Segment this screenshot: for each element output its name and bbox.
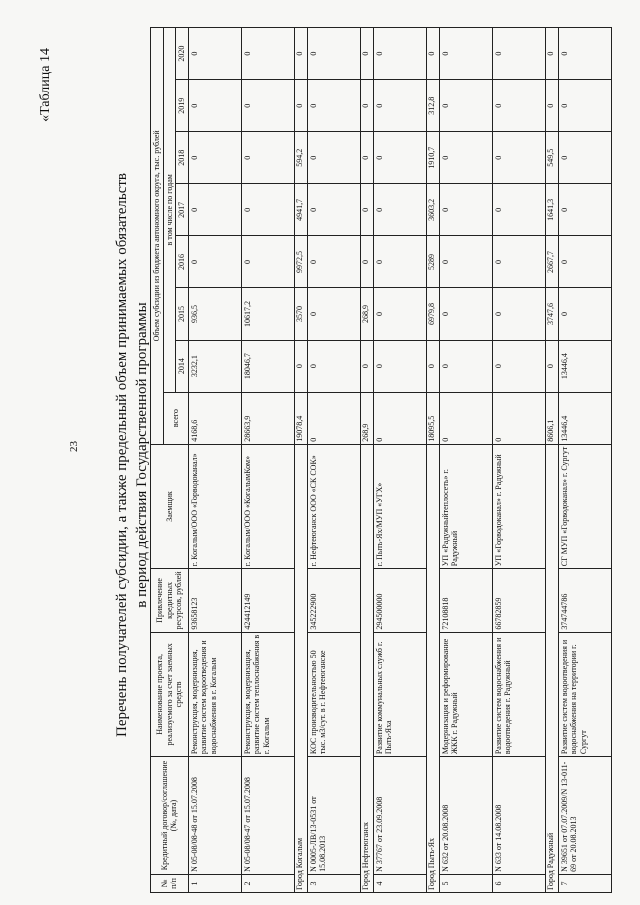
year-value-cell: 0 <box>439 184 492 236</box>
header-contract: Кредитный договор/соглашение (№, дата) <box>151 757 189 875</box>
year-value-cell: 0 <box>439 340 492 392</box>
row-num: 2 <box>241 874 294 892</box>
year-value-cell: 0 <box>373 288 426 340</box>
group-year-value-cell: 0 <box>545 28 558 80</box>
group-total-cell: 19078,4 <box>294 392 307 444</box>
contract-cell: N 39651 от 07.07.2009/N 13-011-69 от 20.08.2013 <box>558 757 611 875</box>
group-year-value-cell: 0 <box>360 236 373 288</box>
group-row <box>426 28 439 893</box>
group-total-cell: 268,9 <box>360 392 373 444</box>
header-borrower: Заемщик <box>151 444 189 569</box>
year-value-cell: 0 <box>439 288 492 340</box>
year-value-cell: 0 <box>492 28 545 80</box>
title-line-1: Перечень получателей субсидии, а также предельный объем принимаемых обязательств <box>114 173 130 738</box>
project-cell: Развитие коммунальных служб г. Пыть-Яха <box>373 632 426 757</box>
year-value-cell: 0 <box>439 236 492 288</box>
attracted-cell: 72108818 <box>439 569 492 632</box>
group-year-value-cell: 0 <box>294 28 307 80</box>
year-value-cell: 0 <box>492 236 545 288</box>
group-year-value-cell: 0 <box>360 80 373 132</box>
year-value-cell: 0 <box>373 340 426 392</box>
year-value-cell: 0 <box>307 288 360 340</box>
year-value-cell: 0 <box>307 28 360 80</box>
group-title: Город Нефтеюганск <box>360 444 373 892</box>
year-value-cell: 0 <box>188 80 241 132</box>
group-title: Город Пыть-Ях <box>426 444 439 892</box>
year-value-cell: 0 <box>307 236 360 288</box>
header-by-years: в том числе по годам <box>163 28 176 393</box>
group-year-value-cell: 0 <box>545 80 558 132</box>
year-value-cell: 0 <box>307 132 360 184</box>
total-cell: 0 <box>439 392 492 444</box>
borrower-cell: г. Когалым/ООО «КогалымКом» <box>241 444 294 569</box>
year-value-cell: 0 <box>439 132 492 184</box>
project-cell: Реконструкция, модернизация, развитие систем теплоснабжения в г. Когалым <box>241 632 294 757</box>
header-total: всего <box>163 392 188 444</box>
group-year-value-cell: 3747,6 <box>545 288 558 340</box>
group-row <box>294 28 307 893</box>
group-year-value-cell: 3603,2 <box>426 184 439 236</box>
header-year-2016: 2016 <box>176 236 189 288</box>
header-num: № п/п <box>151 874 189 892</box>
attracted-cell: 93658123 <box>188 569 241 632</box>
table-row <box>373 28 426 893</box>
contract-cell: N 37767 от 23.09.2008 <box>373 757 426 875</box>
table-row <box>188 28 241 893</box>
group-year-value-cell: 0 <box>360 340 373 392</box>
year-value-cell: 0 <box>558 132 611 184</box>
table-number: «Таблица 14 <box>38 48 53 122</box>
year-value-cell: 13446,4 <box>558 340 611 392</box>
group-year-value-cell: 268,9 <box>360 288 373 340</box>
group-year-value-cell: 0 <box>360 132 373 184</box>
header-year-2015: 2015 <box>176 288 189 340</box>
header-project: Наименование проекта, реализуемого за счет заемных средств <box>151 632 189 757</box>
contract-cell: N 05-08/08-47 от 15.07.2008 <box>241 757 294 875</box>
table-row <box>307 28 360 893</box>
total-cell: 0 <box>373 392 426 444</box>
group-year-value-cell: 0 <box>294 80 307 132</box>
group-year-value-cell: 0 <box>360 28 373 80</box>
header-attracted: Привлечение кредитных ресурсов, рублей <box>151 569 189 632</box>
group-year-value-cell: 5289 <box>426 236 439 288</box>
table-row <box>439 28 492 893</box>
year-value-cell: 18046,7 <box>241 340 294 392</box>
table-row <box>492 28 545 893</box>
project-cell: КОС производительностью 50 тыс. м3/сут. в г. Нефтеюганске <box>307 632 360 757</box>
group-year-value-cell: 0 <box>545 340 558 392</box>
group-year-value-cell: 1910,7 <box>426 132 439 184</box>
header-year-2018: 2018 <box>176 132 189 184</box>
group-title: Город Радужный <box>545 444 558 892</box>
year-value-cell: 0 <box>241 184 294 236</box>
year-value-cell: 0 <box>307 340 360 392</box>
year-value-cell: 0 <box>558 236 611 288</box>
group-year-value-cell: 0 <box>294 340 307 392</box>
year-value-cell: 0 <box>492 132 545 184</box>
project-cell: Реконструкция, модернизация, развитие систем водоотведения и водоснабжения в г. Когалым <box>188 632 241 757</box>
subsidy-table <box>150 27 612 893</box>
year-value-cell: 0 <box>188 236 241 288</box>
document-title <box>112 135 152 775</box>
project-cell: Модернизация и реформирование ЖКК г. Радужный <box>439 632 492 757</box>
header-year-2019: 2019 <box>176 80 189 132</box>
year-value-cell: 0 <box>307 184 360 236</box>
attracted-cell: 66782859 <box>492 569 545 632</box>
group-year-value-cell: 549,5 <box>545 132 558 184</box>
project-cell: Развитие систем водоснабжения и водоотведения г. Радужный <box>492 632 545 757</box>
year-value-cell: 0 <box>373 184 426 236</box>
year-value-cell: 0 <box>373 28 426 80</box>
attracted-cell: 424412149 <box>241 569 294 632</box>
group-total-cell: 18095,5 <box>426 392 439 444</box>
borrower-cell: г. Пыть-Ях/МУП «УГХ» <box>373 444 426 569</box>
year-value-cell: 0 <box>558 28 611 80</box>
row-num: 6 <box>492 874 545 892</box>
year-value-cell: 0 <box>492 288 545 340</box>
total-cell: 0 <box>307 392 360 444</box>
year-value-cell: 0 <box>558 80 611 132</box>
group-year-value-cell: 0 <box>426 340 439 392</box>
year-value-cell: 0 <box>492 340 545 392</box>
borrower-cell: СГ МУП «Горводоканал» г. Сургут <box>558 444 611 569</box>
group-year-value-cell: 2667,7 <box>545 236 558 288</box>
row-num: 1 <box>188 874 241 892</box>
row-num: 5 <box>439 874 492 892</box>
attracted-cell: 374744786 <box>558 569 611 632</box>
year-value-cell: 0 <box>373 132 426 184</box>
group-year-value-cell: 594,2 <box>294 132 307 184</box>
contract-cell: N 633 от 14.08.2008 <box>492 757 545 875</box>
group-year-value-cell: 3570 <box>294 288 307 340</box>
title-line-2: в период действия Государственной программы <box>134 302 150 608</box>
group-year-value-cell: 1641,3 <box>545 184 558 236</box>
year-value-cell: 0 <box>439 28 492 80</box>
year-value-cell: 3232,1 <box>188 340 241 392</box>
borrower-cell: г. Нефтеюганск ООО «СК СОК» <box>307 444 360 569</box>
group-year-value-cell: 6979,8 <box>426 288 439 340</box>
contract-cell: N 632 от 20.08.2008 <box>439 757 492 875</box>
year-value-cell: 0 <box>241 132 294 184</box>
year-value-cell: 0 <box>188 132 241 184</box>
attracted-cell: 345222900 <box>307 569 360 632</box>
year-value-cell: 0 <box>241 236 294 288</box>
project-cell: Развитие систем водоотведения и водоснабжения на территории г. Сургут <box>558 632 611 757</box>
borrower-cell: г. Когалым/ООО «Горводоканал» <box>188 444 241 569</box>
year-value-cell: 0 <box>373 236 426 288</box>
year-value-cell: 0 <box>307 80 360 132</box>
group-year-value-cell: 4941,7 <box>294 184 307 236</box>
year-value-cell: 0 <box>188 28 241 80</box>
header-year-2020: 2020 <box>176 28 189 80</box>
page-number: 23 <box>68 441 80 452</box>
group-year-value-cell: 0 <box>426 28 439 80</box>
header-year-2014: 2014 <box>176 340 189 392</box>
table-row <box>241 28 294 893</box>
group-year-value-cell: 9972,5 <box>294 236 307 288</box>
year-value-cell: 0 <box>492 80 545 132</box>
header-subsidy: Объем субсидии из бюджета автономного округа, тыс. рублей <box>151 28 164 445</box>
year-value-cell: 0 <box>558 184 611 236</box>
group-row <box>360 28 373 893</box>
year-value-cell: 0 <box>558 288 611 340</box>
contract-cell: N 05-08/08-48 от 15.07.2008 <box>188 757 241 875</box>
total-cell: 13446,4 <box>558 392 611 444</box>
row-num: 4 <box>373 874 426 892</box>
group-year-value-cell: 312,8 <box>426 80 439 132</box>
group-title: Город Когалым <box>294 444 307 892</box>
year-value-cell: 10617,2 <box>241 288 294 340</box>
borrower-cell: УП «Горводоканал» г. Радужный <box>492 444 545 569</box>
borrower-cell: УП «Радужныйтеплосеть» г. Радужный <box>439 444 492 569</box>
year-value-cell: 0 <box>188 184 241 236</box>
total-cell: 4168,6 <box>188 392 241 444</box>
year-value-cell: 936,5 <box>188 288 241 340</box>
row-num: 7 <box>558 874 611 892</box>
year-value-cell: 0 <box>373 80 426 132</box>
total-cell: 28663,9 <box>241 392 294 444</box>
year-value-cell: 0 <box>241 80 294 132</box>
row-num: 3 <box>307 874 360 892</box>
total-cell: 0 <box>492 392 545 444</box>
table-row <box>558 28 611 893</box>
group-row <box>545 28 558 893</box>
header-year-2017: 2017 <box>176 184 189 236</box>
year-value-cell: 0 <box>439 80 492 132</box>
contract-cell: N 0005-ЛВ/13-0531 от 15.08.2013 <box>307 757 360 875</box>
year-value-cell: 0 <box>492 184 545 236</box>
year-value-cell: 0 <box>241 28 294 80</box>
attracted-cell: 294500000 <box>373 569 426 632</box>
group-total-cell: 8606,1 <box>545 392 558 444</box>
group-year-value-cell: 0 <box>360 184 373 236</box>
